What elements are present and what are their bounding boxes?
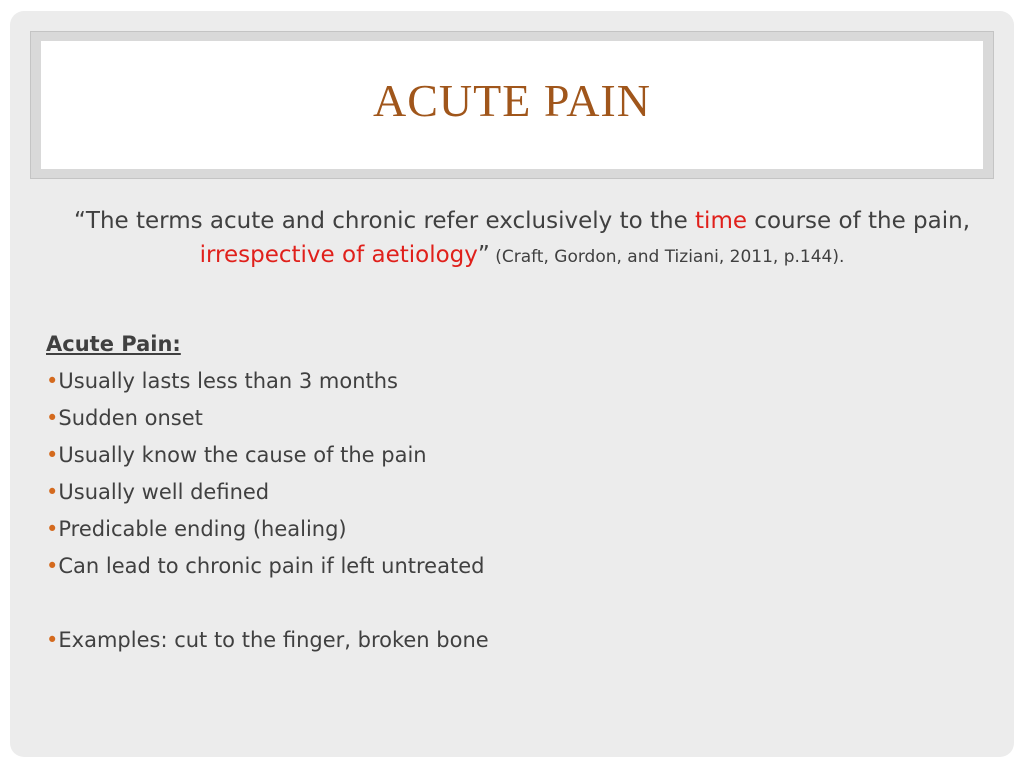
- list-item-example: [46, 622, 986, 659]
- quote-text-2: course of the pain,: [747, 208, 971, 234]
- bullet-text: Usually know the cause of the pain: [58, 443, 427, 467]
- bullet-text: Sudden onset: [58, 406, 203, 430]
- list-item: [46, 548, 986, 585]
- bullet-list: [46, 363, 986, 659]
- bullet-text: Predicable ending (healing): [58, 517, 347, 541]
- list-spacer: [46, 585, 986, 622]
- title-frame: [30, 31, 994, 179]
- bullet-icon: •: [46, 554, 59, 578]
- quote-close-mark: ”: [477, 242, 490, 268]
- quote-text-1: The terms acute and chronic refer exclusively to the: [85, 208, 696, 234]
- bullet-text: Usually well defined: [58, 480, 270, 504]
- list-item: [46, 474, 986, 511]
- quote-highlight-aetiology: irrespective of aetiology: [199, 242, 478, 268]
- example-text: Examples: cut to the finger, broken bone: [58, 628, 489, 652]
- bullet-text: Usually lasts less than 3 months: [58, 369, 398, 393]
- content-body: [46, 326, 986, 659]
- section-heading: Acute Pain:: [46, 332, 181, 356]
- slide-title: ACUTE PAIN: [373, 74, 651, 126]
- bullet-icon: •: [46, 628, 59, 652]
- bullet-icon: •: [46, 517, 59, 541]
- slide: [10, 11, 1014, 757]
- list-item: [46, 363, 986, 400]
- list-item: [46, 437, 986, 474]
- bullet-icon: •: [46, 406, 59, 430]
- bullet-text: Can lead to chronic pain if left untreated: [58, 554, 485, 578]
- list-item: [46, 511, 986, 548]
- list-item: [46, 400, 986, 437]
- bullet-icon: •: [46, 369, 59, 393]
- definition-quote: [50, 204, 994, 274]
- quote-open-mark: “: [73, 208, 86, 234]
- title-box: [41, 41, 983, 169]
- bullet-icon: •: [46, 443, 59, 467]
- quote-citation: (Craft, Gordon, and Tiziani, 2011, p.144).: [489, 247, 845, 267]
- quote-highlight-time: time: [695, 208, 747, 234]
- bullet-icon: •: [46, 480, 59, 504]
